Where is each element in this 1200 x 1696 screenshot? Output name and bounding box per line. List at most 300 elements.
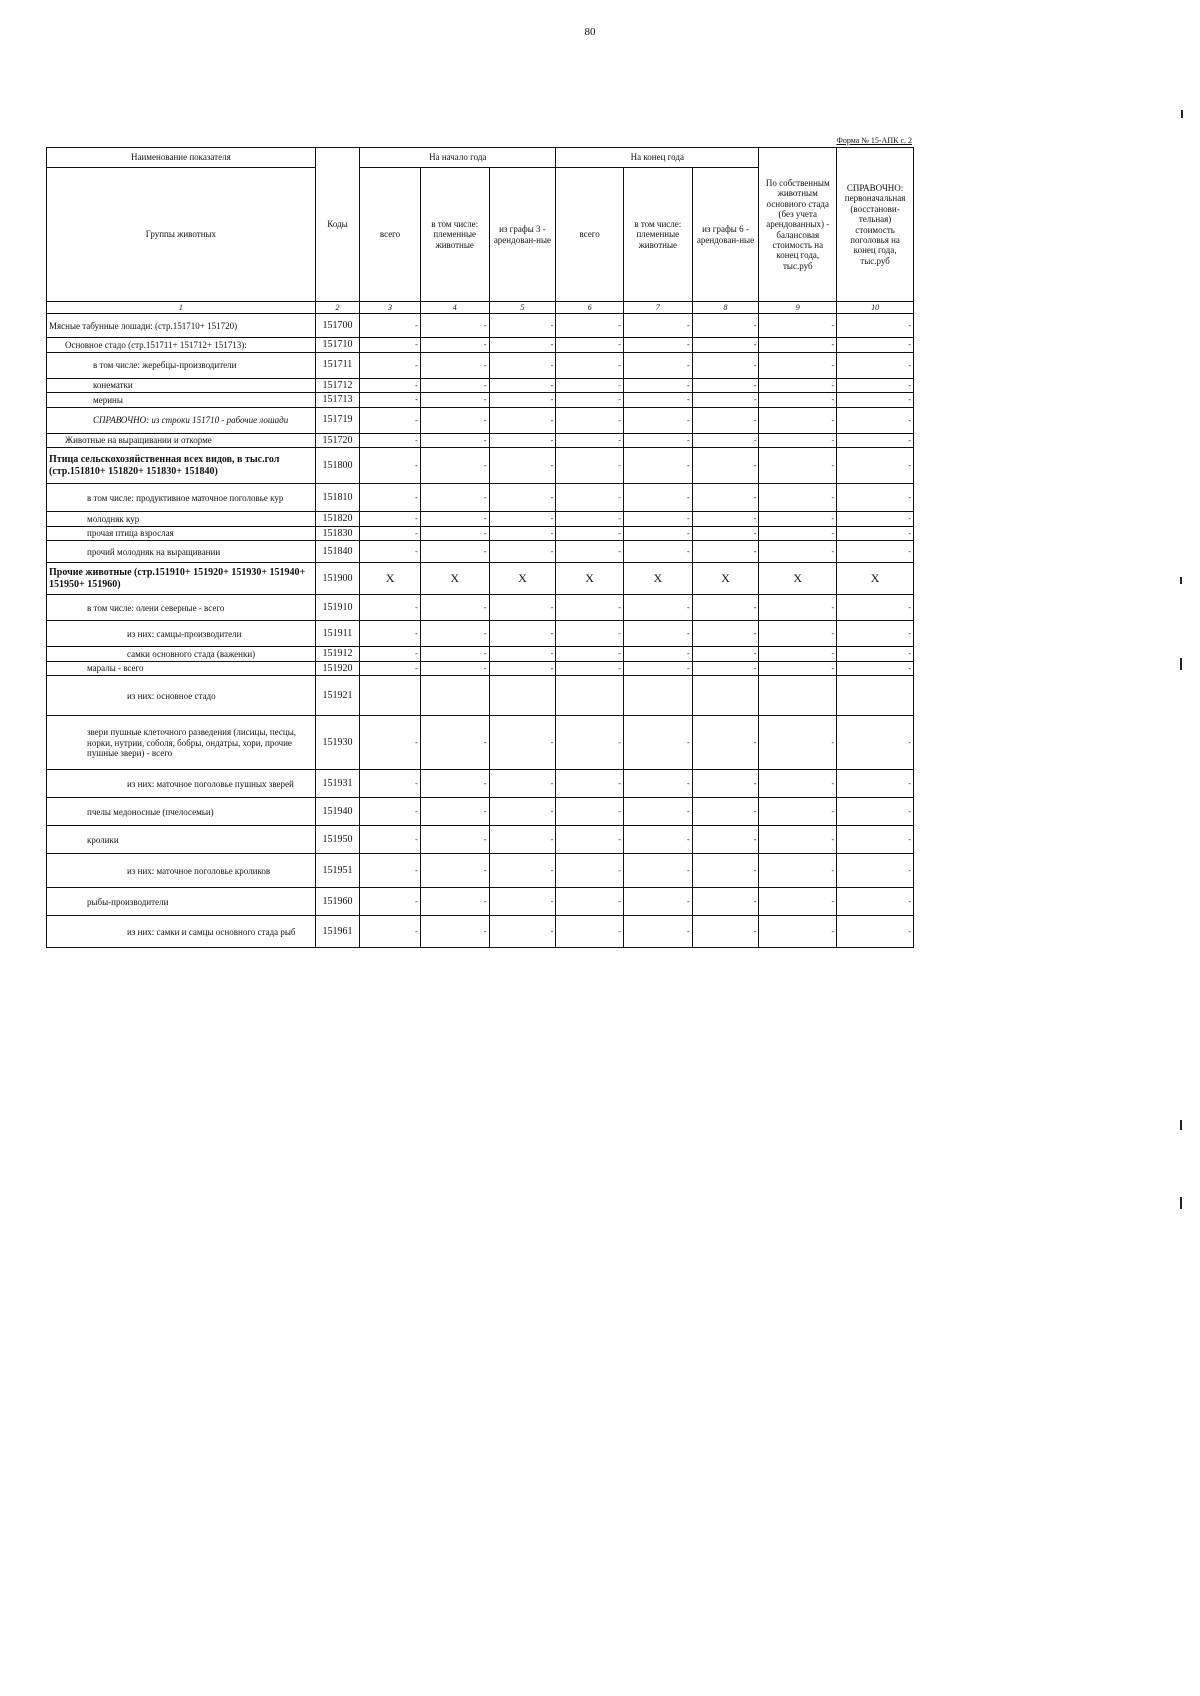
value-cell: - [759, 888, 837, 916]
row-code: 151820 [315, 512, 359, 527]
row-code: 151800 [315, 448, 359, 484]
value-cell: - [837, 716, 914, 770]
value-cell: - [692, 352, 759, 378]
value-cell [420, 676, 489, 716]
row-label: рыбы-производители [47, 888, 316, 916]
value-cell: - [692, 448, 759, 484]
value-cell: - [420, 512, 489, 527]
row-label: Птица сельскохозяйственная всех видов, в тыс.гол (стр.151810+ 151820+ 151830+ 151840) [47, 448, 316, 484]
x-mark-cell: X [420, 563, 489, 595]
value-cell: - [489, 854, 556, 888]
table-body [47, 314, 914, 948]
value-cell [837, 676, 914, 716]
table-row [47, 647, 914, 662]
value-cell: - [759, 512, 837, 527]
value-cell: - [489, 916, 556, 948]
value-cell: - [837, 352, 914, 378]
value-cell: - [360, 621, 421, 647]
value-cell: - [759, 407, 837, 433]
value-cell: - [556, 526, 624, 541]
row-label: в том числе: жеребцы-производители [47, 352, 316, 378]
value-cell: - [837, 647, 914, 662]
value-cell: - [692, 661, 759, 676]
value-cell: - [692, 888, 759, 916]
value-cell: - [360, 484, 421, 512]
row-label: мерины [47, 393, 316, 408]
row-code: 151710 [315, 338, 359, 353]
column-number: 4 [420, 302, 489, 314]
value-cell: - [837, 407, 914, 433]
value-cell: - [623, 448, 692, 484]
value-cell: - [556, 433, 624, 448]
value-cell: - [556, 661, 624, 676]
value-cell: - [556, 888, 624, 916]
row-label: конематки [47, 378, 316, 393]
header-end-total: всего [556, 168, 624, 302]
value-cell: - [837, 798, 914, 826]
row-label: из них: самцы-производители [47, 621, 316, 647]
x-mark-cell: X [556, 563, 624, 595]
row-code: 151719 [315, 407, 359, 433]
value-cell: - [556, 407, 624, 433]
value-cell: - [420, 448, 489, 484]
value-cell: - [420, 716, 489, 770]
margin-tick [1180, 1197, 1182, 1209]
table-row [47, 716, 914, 770]
value-cell: - [360, 526, 421, 541]
row-label: Животные на выращивании и откорме [47, 433, 316, 448]
value-cell: - [837, 888, 914, 916]
value-cell: - [360, 661, 421, 676]
value-cell: - [623, 433, 692, 448]
value-cell: - [556, 378, 624, 393]
value-cell: - [692, 854, 759, 888]
value-cell: - [489, 661, 556, 676]
row-code: 151700 [315, 314, 359, 338]
value-cell: - [420, 854, 489, 888]
row-label: звери пушные клеточного разведения (лисицы, песцы, норки, нутрии, соболя, бобры, ондатры, хори, прочие пушные звери) - всего [47, 716, 316, 770]
table-row [47, 888, 914, 916]
row-code: 151911 [315, 621, 359, 647]
value-cell: - [759, 854, 837, 888]
value-cell: - [692, 798, 759, 826]
header-animal-groups: Группы животных [47, 168, 316, 302]
row-label: пчелы медоносные (пчелосемьи) [47, 798, 316, 826]
value-cell: - [489, 314, 556, 338]
table-row [47, 541, 914, 563]
value-cell: - [420, 407, 489, 433]
value-cell: - [489, 378, 556, 393]
table-row [47, 854, 914, 888]
value-cell: - [692, 716, 759, 770]
value-cell: - [692, 916, 759, 948]
value-cell: - [360, 433, 421, 448]
value-cell: - [420, 647, 489, 662]
column-number: 7 [623, 302, 692, 314]
table-row [47, 314, 914, 338]
value-cell: - [759, 433, 837, 448]
table-row [47, 448, 914, 484]
row-code: 151951 [315, 854, 359, 888]
value-cell: - [759, 352, 837, 378]
table-row [47, 563, 914, 595]
value-cell: - [489, 541, 556, 563]
row-label: маралы - всего [47, 661, 316, 676]
value-cell: - [420, 433, 489, 448]
header-start-breeding: в том числе: племенные животные [420, 168, 489, 302]
value-cell: - [489, 595, 556, 621]
value-cell: - [759, 541, 837, 563]
value-cell: - [489, 770, 556, 798]
value-cell: - [556, 916, 624, 948]
value-cell: - [837, 314, 914, 338]
value-cell: - [837, 433, 914, 448]
row-code: 151720 [315, 433, 359, 448]
row-code: 151931 [315, 770, 359, 798]
row-code: 151830 [315, 526, 359, 541]
table-row [47, 676, 914, 716]
value-cell: - [420, 378, 489, 393]
value-cell: - [623, 647, 692, 662]
value-cell: - [556, 770, 624, 798]
value-cell: - [556, 314, 624, 338]
value-cell: - [623, 541, 692, 563]
row-label: самки основного стада (важенки) [47, 647, 316, 662]
header-name-indicator: Наименование показателя [47, 148, 316, 168]
value-cell: - [420, 661, 489, 676]
value-cell: - [623, 888, 692, 916]
value-cell: - [837, 448, 914, 484]
value-cell [623, 676, 692, 716]
value-cell: - [360, 854, 421, 888]
row-code: 151840 [315, 541, 359, 563]
value-cell: - [837, 393, 914, 408]
value-cell: - [837, 526, 914, 541]
value-cell: - [692, 378, 759, 393]
value-cell: - [623, 512, 692, 527]
column-number: 5 [489, 302, 556, 314]
value-cell [489, 676, 556, 716]
value-cell: - [360, 826, 421, 854]
row-label: Прочие животные (стр.151910+ 151920+ 151930+ 151940+ 151950+ 151960) [47, 563, 316, 595]
value-cell: - [420, 595, 489, 621]
value-cell: - [837, 595, 914, 621]
column-number: 1 [47, 302, 316, 314]
table-row [47, 433, 914, 448]
value-cell [360, 676, 421, 716]
value-cell: - [692, 314, 759, 338]
value-cell: - [360, 378, 421, 393]
value-cell: - [837, 541, 914, 563]
value-cell: - [759, 647, 837, 662]
value-cell: - [759, 716, 837, 770]
row-label: из них: основное стадо [47, 676, 316, 716]
value-cell: - [556, 621, 624, 647]
column-number: 6 [556, 302, 624, 314]
value-cell: - [489, 888, 556, 916]
value-cell: - [420, 826, 489, 854]
value-cell: - [692, 526, 759, 541]
form-label: Форма № 15-АПК с. 2 [836, 136, 912, 145]
value-cell: - [489, 338, 556, 353]
value-cell: - [556, 484, 624, 512]
row-label: из них: маточное поголовье пушных зверей [47, 770, 316, 798]
value-cell: - [360, 512, 421, 527]
value-cell: - [420, 798, 489, 826]
table-row [47, 338, 914, 353]
table-row [47, 798, 914, 826]
value-cell: - [556, 826, 624, 854]
value-cell: - [556, 448, 624, 484]
row-code: 151930 [315, 716, 359, 770]
value-cell: - [623, 338, 692, 353]
value-cell: - [623, 916, 692, 948]
table-row [47, 770, 914, 798]
value-cell: - [759, 826, 837, 854]
value-cell: - [556, 716, 624, 770]
row-label: прочий молодняк на выращивании [47, 541, 316, 563]
table-row [47, 595, 914, 621]
value-cell: - [489, 716, 556, 770]
margin-tick [1180, 658, 1182, 670]
value-cell: - [360, 798, 421, 826]
header-end-breeding: в том числе: племенные животные [623, 168, 692, 302]
value-cell: - [360, 916, 421, 948]
row-code: 151960 [315, 888, 359, 916]
value-cell: - [837, 916, 914, 948]
value-cell: - [420, 526, 489, 541]
value-cell: - [759, 338, 837, 353]
value-cell: - [692, 338, 759, 353]
value-cell: - [623, 661, 692, 676]
value-cell: - [556, 512, 624, 527]
value-cell: - [623, 716, 692, 770]
row-label: молодняк кур [47, 512, 316, 527]
value-cell: - [759, 526, 837, 541]
row-label: Мясные табунные лошади: (стр.151710+ 151720) [47, 314, 316, 338]
header-balance-value: По собственным животным основного стада (без учета арендованных) - балансовая стоимость на конец года, тыс.руб [759, 148, 837, 302]
table-row [47, 621, 914, 647]
row-code: 151921 [315, 676, 359, 716]
value-cell: - [623, 595, 692, 621]
header-start-year: На начало года [360, 148, 556, 168]
row-code: 151712 [315, 378, 359, 393]
value-cell: - [623, 621, 692, 647]
value-cell: - [556, 798, 624, 826]
value-cell: - [556, 595, 624, 621]
table-row [47, 661, 914, 676]
x-mark-cell: X [360, 563, 421, 595]
value-cell: - [489, 407, 556, 433]
value-cell: - [623, 352, 692, 378]
row-code: 151961 [315, 916, 359, 948]
value-cell: - [623, 484, 692, 512]
value-cell: - [556, 338, 624, 353]
value-cell: - [692, 407, 759, 433]
header-reference-cost: СПРАВОЧНО: первоначальная (восстанови-тельная) стоимость поголовья на конец года, тыс.руб [837, 148, 914, 302]
value-cell: - [759, 621, 837, 647]
value-cell: - [692, 770, 759, 798]
value-cell: - [556, 352, 624, 378]
value-cell: - [623, 854, 692, 888]
value-cell: - [489, 352, 556, 378]
row-label: кролики [47, 826, 316, 854]
value-cell: - [623, 526, 692, 541]
header-end-leased: из графы 6 - арендован-ные [692, 168, 759, 302]
value-cell: - [692, 541, 759, 563]
value-cell: - [837, 484, 914, 512]
value-cell: - [623, 393, 692, 408]
value-cell: - [360, 716, 421, 770]
value-cell: - [420, 338, 489, 353]
value-cell [692, 676, 759, 716]
row-code: 151920 [315, 661, 359, 676]
value-cell: - [692, 512, 759, 527]
value-cell: - [360, 541, 421, 563]
row-label: из них: маточное поголовье кроликов [47, 854, 316, 888]
row-code: 151711 [315, 352, 359, 378]
value-cell: - [360, 393, 421, 408]
value-cell: - [759, 770, 837, 798]
value-cell: - [837, 661, 914, 676]
column-number: 2 [315, 302, 359, 314]
value-cell: - [759, 798, 837, 826]
value-cell: - [360, 338, 421, 353]
value-cell: - [420, 770, 489, 798]
header-start-total: всего [360, 168, 421, 302]
x-mark-cell: X [837, 563, 914, 595]
value-cell: - [489, 826, 556, 854]
value-cell: - [623, 378, 692, 393]
row-label: Основное стадо (стр.151711+ 151712+ 151713): [47, 338, 316, 353]
value-cell: - [623, 798, 692, 826]
value-cell: - [556, 647, 624, 662]
value-cell: - [692, 621, 759, 647]
value-cell: - [623, 770, 692, 798]
value-cell: - [489, 621, 556, 647]
row-label: СПРАВОЧНО: из строки 151710 - рабочие лошади [47, 407, 316, 433]
table-row [47, 916, 914, 948]
value-cell: - [759, 314, 837, 338]
row-code: 151713 [315, 393, 359, 408]
value-cell: - [360, 770, 421, 798]
value-cell: - [420, 916, 489, 948]
value-cell: - [692, 484, 759, 512]
value-cell: - [360, 647, 421, 662]
value-cell: - [360, 352, 421, 378]
value-cell: - [692, 826, 759, 854]
value-cell: - [420, 484, 489, 512]
value-cell: - [420, 541, 489, 563]
table-row [47, 393, 914, 408]
value-cell: - [759, 484, 837, 512]
value-cell: - [489, 647, 556, 662]
value-cell: - [420, 888, 489, 916]
value-cell: - [360, 888, 421, 916]
value-cell: - [360, 407, 421, 433]
value-cell: - [623, 314, 692, 338]
value-cell: - [837, 826, 914, 854]
value-cell: - [556, 541, 624, 563]
row-code: 151912 [315, 647, 359, 662]
value-cell: - [360, 595, 421, 621]
column-number: 10 [837, 302, 914, 314]
value-cell: - [692, 393, 759, 408]
table-row [47, 526, 914, 541]
value-cell: - [837, 378, 914, 393]
value-cell: - [759, 661, 837, 676]
value-cell: - [837, 338, 914, 353]
header-codes: Коды [315, 148, 359, 302]
row-label: из них: самки и самцы основного стада рыб [47, 916, 316, 948]
row-code: 151910 [315, 595, 359, 621]
table-row [47, 826, 914, 854]
value-cell: - [489, 448, 556, 484]
report-table [46, 147, 914, 948]
x-mark-cell: X [759, 563, 837, 595]
value-cell: - [420, 393, 489, 408]
row-code: 151810 [315, 484, 359, 512]
x-mark-cell: X [489, 563, 556, 595]
value-cell: - [759, 393, 837, 408]
value-cell: - [837, 770, 914, 798]
row-code: 151900 [315, 563, 359, 595]
value-cell: - [489, 512, 556, 527]
value-cell: - [556, 854, 624, 888]
header-end-year: На конец года [556, 148, 759, 168]
value-cell: - [360, 448, 421, 484]
value-cell: - [489, 526, 556, 541]
value-cell: - [489, 798, 556, 826]
value-cell: - [420, 352, 489, 378]
table-row [47, 407, 914, 433]
value-cell: - [692, 595, 759, 621]
value-cell: - [759, 916, 837, 948]
margin-tick [1181, 110, 1183, 118]
value-cell: - [692, 433, 759, 448]
margin-tick [1180, 577, 1182, 584]
value-cell [556, 676, 624, 716]
row-label: в том числе: олени северные - всего [47, 595, 316, 621]
value-cell [759, 676, 837, 716]
margin-tick [1180, 1120, 1182, 1130]
value-cell: - [489, 484, 556, 512]
table-row [47, 352, 914, 378]
value-cell: - [759, 448, 837, 484]
value-cell: - [623, 407, 692, 433]
page-number: 80 [584, 26, 596, 38]
value-cell: - [837, 621, 914, 647]
column-number: 3 [360, 302, 421, 314]
value-cell: - [837, 854, 914, 888]
header-start-leased: из графы 3 - арендован-ные [489, 168, 556, 302]
table-row [47, 484, 914, 512]
value-cell: - [692, 647, 759, 662]
row-label: прочая птица взрослая [47, 526, 316, 541]
value-cell: - [489, 433, 556, 448]
column-number: 8 [692, 302, 759, 314]
value-cell: - [556, 393, 624, 408]
value-cell: - [837, 512, 914, 527]
value-cell: - [420, 621, 489, 647]
row-code: 151950 [315, 826, 359, 854]
value-cell: - [489, 393, 556, 408]
table-row [47, 512, 914, 527]
value-cell: - [759, 378, 837, 393]
row-code: 151940 [315, 798, 359, 826]
column-number-row [47, 302, 914, 314]
row-label: в том числе: продуктивное маточное поголовье кур [47, 484, 316, 512]
